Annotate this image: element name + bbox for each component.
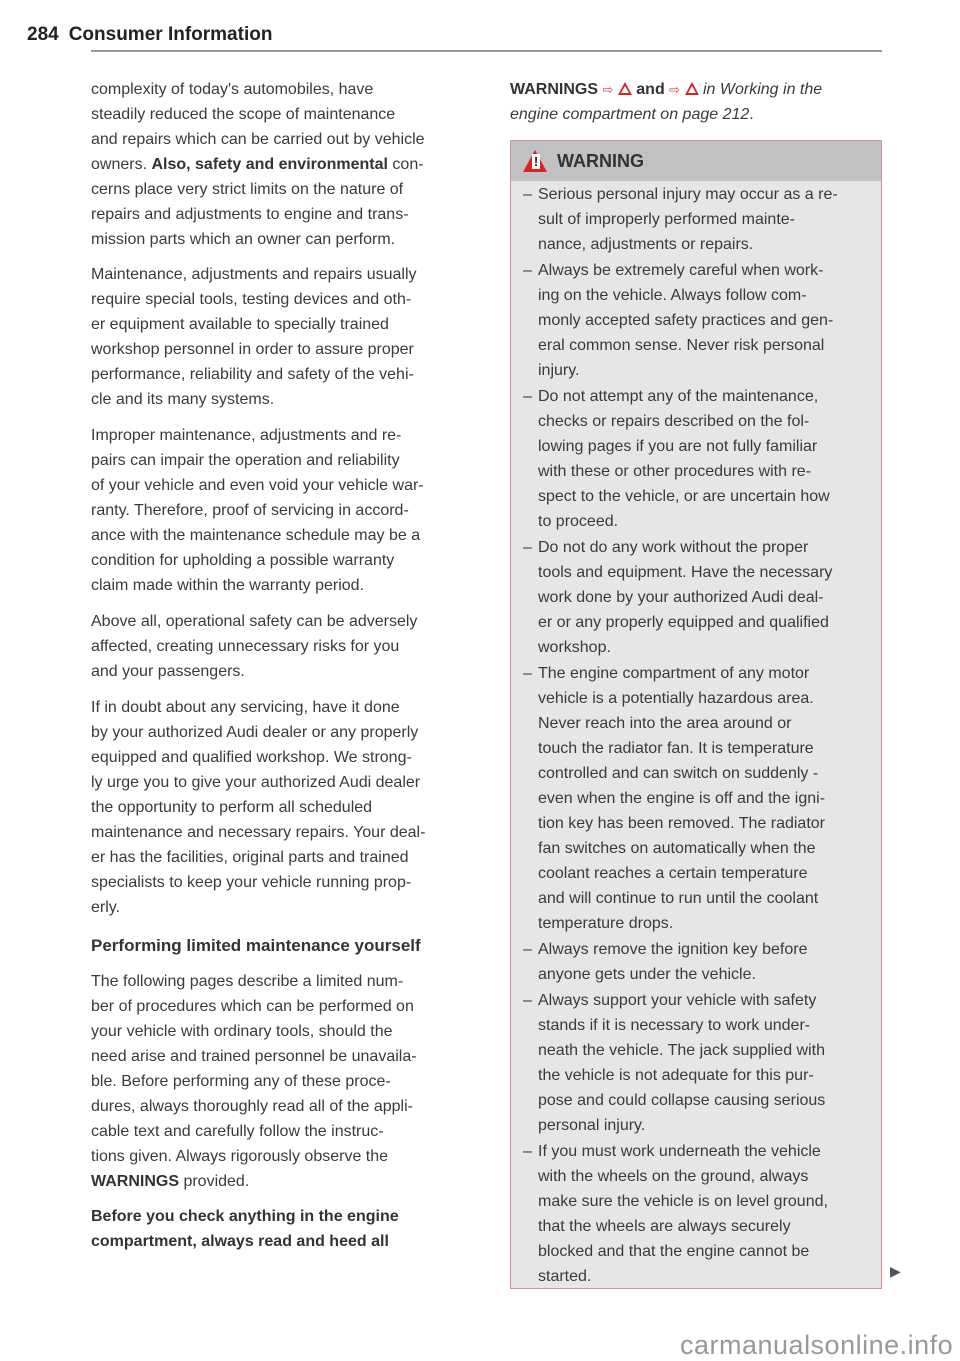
paragraph-5 xyxy=(91,695,481,920)
text-line: Always be extremely careful when work- xyxy=(538,262,824,279)
text-line: and will continue to run until the coolant xyxy=(538,890,819,907)
text-line: Above all, operational safety can be adversely xyxy=(91,613,418,630)
text-line: tools and equipment. Have the necessary xyxy=(538,564,833,581)
bullet-dash: – xyxy=(523,539,532,556)
cross-reference[interactable]: in Working in the xyxy=(702,81,823,98)
text-line: lowing pages if you are not fully familiar xyxy=(538,438,818,455)
text-line: personal injury. xyxy=(538,1117,646,1134)
paragraph-6 xyxy=(91,969,481,1169)
text-line: blocked and that the engine cannot be xyxy=(538,1243,810,1260)
text-line: that the wheels are always securely xyxy=(538,1218,791,1235)
text-line: ance with the maintenance schedule may be a xyxy=(91,527,421,544)
text-line: ber of procedures which can be performed on xyxy=(91,998,414,1015)
text-line: pose and could collapse causing serious xyxy=(538,1092,826,1109)
text-line: controlled and can switch on suddenly - xyxy=(538,765,819,782)
text: provided. xyxy=(179,1173,250,1190)
text-line: checks or repairs described on the fol- xyxy=(538,413,810,430)
bullet-dash: – xyxy=(523,262,532,279)
text-line: compartment, always read and heed all xyxy=(91,1233,389,1250)
warning-item xyxy=(523,937,838,987)
text-line: equipped and qualified workshop. We strong- xyxy=(91,749,412,766)
text-line: ble. Before performing any of these proce- xyxy=(91,1073,391,1090)
text-line: er equipment available to specially trained xyxy=(91,316,389,333)
paragraph-1-rest xyxy=(91,177,481,252)
warning-item xyxy=(523,988,838,1138)
arrow-right-icon: ⇨ xyxy=(602,82,614,97)
bullet-dash: – xyxy=(523,186,532,203)
text-line: Do not attempt any of the maintenance, xyxy=(538,388,819,405)
text-line: Maintenance, adjustments and repairs usually xyxy=(91,266,417,283)
bullet-dash: – xyxy=(523,992,532,1009)
warning-item xyxy=(523,1139,838,1289)
text-line: cle and its many systems. xyxy=(91,391,275,408)
text-line: your vehicle with ordinary tools, should the xyxy=(91,1023,393,1040)
text-line: Serious personal injury may occur as a re- xyxy=(538,186,838,203)
text-line: complexity of today's automobiles, have xyxy=(91,81,374,98)
text-line: the vehicle is not adequate for this pur- xyxy=(538,1067,814,1084)
warning-item xyxy=(523,258,838,383)
paragraph-1 xyxy=(91,77,481,152)
continue-arrow-icon: ▶ xyxy=(890,1263,901,1279)
text-line: workshop. xyxy=(538,639,611,656)
text-line: If you must work underneath the vehicle xyxy=(538,1143,821,1160)
watermark: carmanualsonline.info xyxy=(680,1330,954,1360)
warning-header xyxy=(511,141,881,181)
text-line: tions given. Always rigorously observe the xyxy=(91,1148,389,1165)
text-line: by your authorized Audi dealer or any properly xyxy=(91,724,419,741)
text-line: repairs and adjustments to engine and trans- xyxy=(91,206,409,223)
text-line: and your passengers. xyxy=(91,663,245,680)
text-line: erly. xyxy=(91,899,121,916)
text-line: vehicle is a potentially hazardous area. xyxy=(538,690,814,707)
text-line: of your vehicle and even void your vehicle war- xyxy=(91,477,424,494)
text-line: require special tools, testing devices and oth- xyxy=(91,291,412,308)
warning-list xyxy=(523,182,838,1290)
text-line: Improper maintenance, adjustments and re- xyxy=(91,427,402,444)
text-line: touch the radiator fan. It is temperature xyxy=(538,740,814,757)
bullet-dash: – xyxy=(523,665,532,682)
text-line: spect to the vehicle, or are uncertain how xyxy=(538,488,830,505)
warning-item xyxy=(523,535,838,660)
bold-text: WARNINGS xyxy=(510,81,598,98)
section-title: Consumer Information xyxy=(68,24,273,45)
text-line: tion key has been removed. The radiator xyxy=(538,815,825,832)
text-line: The engine compartment of any motor xyxy=(538,665,810,682)
section-heading: Performing limited maintenance yourself xyxy=(91,936,421,955)
warning-title: WARNING xyxy=(557,150,644,171)
text-line: stands if it is necessary to work under- xyxy=(538,1017,811,1034)
text-line: with these or other procedures with re- xyxy=(538,463,812,480)
text-line: cerns place very strict limits on the nature of xyxy=(91,181,404,198)
page-header xyxy=(27,24,272,46)
text-line: anyone gets under the vehicle. xyxy=(538,966,756,983)
text-line: sult of improperly performed mainte- xyxy=(538,211,795,228)
text-line: started. xyxy=(538,1268,592,1285)
paragraph-4 xyxy=(91,609,481,684)
text-line: and repairs which can be carried out by vehicle xyxy=(91,131,425,148)
bullet-dash: – xyxy=(523,388,532,405)
warning-triangle-icon xyxy=(523,150,547,172)
cross-reference[interactable]: engine compartment on page 212 xyxy=(510,106,750,123)
text-line: er has the facilities, original parts and trained xyxy=(91,849,409,866)
text-line: eral common sense. Never risk personal xyxy=(538,337,825,354)
text-line: neath the vehicle. The jack supplied with xyxy=(538,1042,825,1059)
text-line: make sure the vehicle is on level ground, xyxy=(538,1193,828,1210)
text-line: ly urge you to give your authorized Audi dealer xyxy=(91,774,421,791)
text-line: ing on the vehicle. Always follow com- xyxy=(538,287,807,304)
text-line: specialists to keep your vehicle running prop- xyxy=(91,874,412,891)
text-line: mission parts which an owner can perform. xyxy=(91,231,396,248)
text-line: the opportunity to perform all scheduled xyxy=(91,799,373,816)
bold-text: and xyxy=(636,81,665,98)
text-line: affected, creating unnecessary risks for you xyxy=(91,638,400,655)
text-line: claim made within the warranty period. xyxy=(91,577,365,594)
text-line: cable text and carefully follow the instruc- xyxy=(91,1123,384,1140)
bullet-dash: – xyxy=(523,941,532,958)
warning-item xyxy=(523,182,838,257)
text-line: steadily reduced the scope of maintenance xyxy=(91,106,396,123)
text-line: temperature drops. xyxy=(538,915,674,932)
text-line: ranty. Therefore, proof of servicing in accord- xyxy=(91,502,409,519)
warning-box xyxy=(510,140,882,1289)
text-line: fan switches on automatically when the xyxy=(538,840,816,857)
bold-text: Also, safety and environmental xyxy=(151,156,388,173)
paragraph-7-bold xyxy=(91,1204,481,1254)
text-line: The following pages describe a limited num- xyxy=(91,973,404,990)
text-line: pairs can impair the operation and reliability xyxy=(91,452,400,469)
text: con- xyxy=(387,156,424,173)
text-line: Do not do any work without the proper xyxy=(538,539,809,556)
text-line: Before you check anything in the engine xyxy=(91,1208,399,1225)
text-line: need arise and trained personnel be unavaila- xyxy=(91,1048,417,1065)
text-line: workshop personnel in order to assure proper xyxy=(91,341,414,358)
paragraph-6-last xyxy=(91,1169,481,1194)
text-line: performance, reliability and safety of the vehi- xyxy=(91,366,414,383)
text-line: injury. xyxy=(538,362,580,379)
arrow-right-icon: ⇨ xyxy=(669,82,681,97)
paragraph-2 xyxy=(91,262,481,412)
text-line: Never reach into the area around or xyxy=(538,715,792,732)
text-line: coolant reaches a certain temperature xyxy=(538,865,808,882)
warning-triangle-icon xyxy=(685,82,699,95)
text-line: dures, always thoroughly read all of the appli- xyxy=(91,1098,413,1115)
bullet-dash: – xyxy=(523,1143,532,1160)
text: . xyxy=(749,106,754,123)
bold-text: WARNINGS xyxy=(91,1173,179,1190)
header-divider xyxy=(91,50,882,52)
warning-item xyxy=(523,661,838,936)
warning-item xyxy=(523,384,838,534)
text-line: maintenance and necessary repairs. Your deal- xyxy=(91,824,426,841)
paragraph-1-bold-line xyxy=(91,152,481,177)
text-line: Always remove the ignition key before xyxy=(538,941,808,958)
right-intro xyxy=(510,77,900,127)
text-line: er or any properly equipped and qualified xyxy=(538,614,829,631)
text: owners. xyxy=(91,156,152,173)
text-line: Always support your vehicle with safety xyxy=(538,992,817,1009)
text-line: monly accepted safety practices and gen- xyxy=(538,312,834,329)
paragraph-3 xyxy=(91,423,481,598)
text-line: work done by your authorized Audi deal- xyxy=(538,589,824,606)
text-line: with the wheels on the ground, always xyxy=(538,1168,809,1185)
text-line: even when the engine is off and the igni- xyxy=(538,790,826,807)
text-line: If in doubt about any servicing, have it done xyxy=(91,699,400,716)
page-number: 284 xyxy=(27,24,59,45)
text-line: condition for upholding a possible warranty xyxy=(91,552,395,569)
warning-triangle-icon xyxy=(618,82,632,95)
text-line: nance, adjustments or repairs. xyxy=(538,236,754,253)
text-line: to proceed. xyxy=(538,513,619,530)
